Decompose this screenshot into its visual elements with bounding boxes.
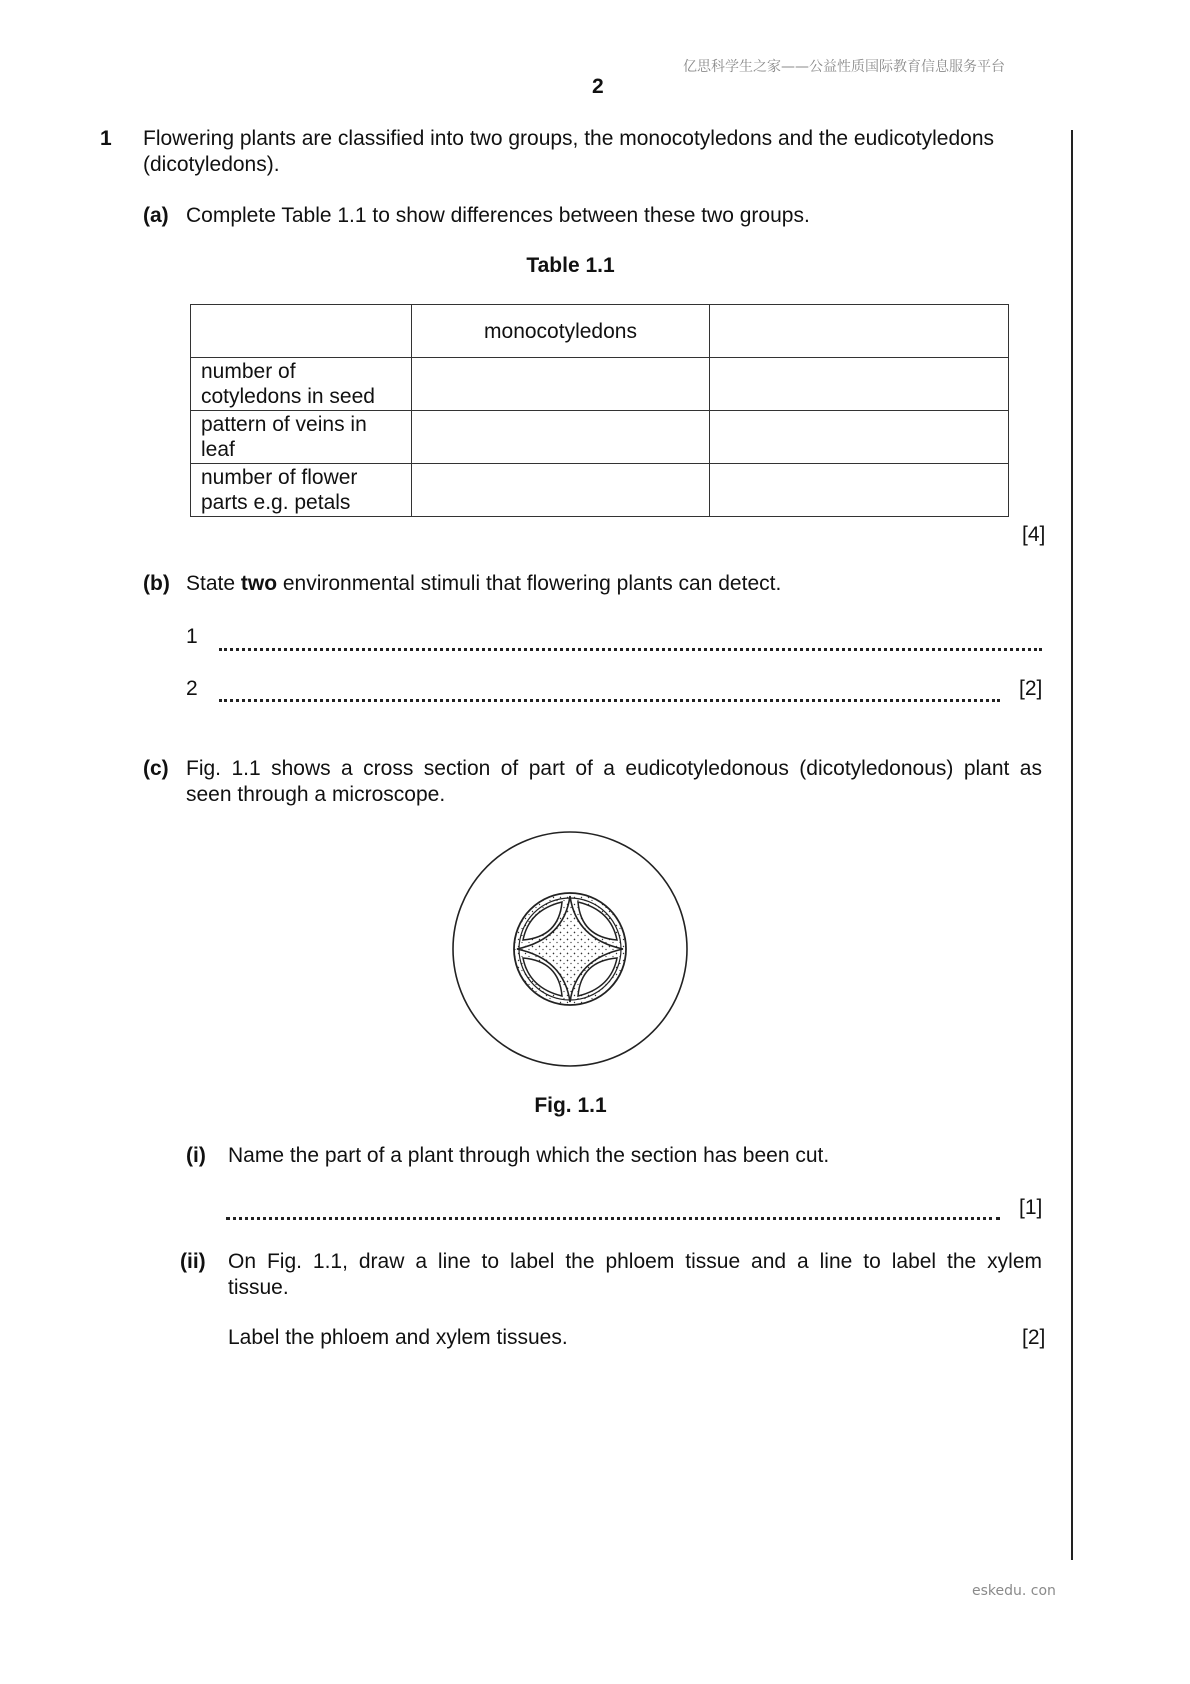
answer-cell-mono-flower-parts[interactable] (412, 464, 710, 517)
part-c-ii-line2: tissue. (228, 1276, 289, 1299)
part-c-i-label: (i) (186, 1144, 206, 1167)
part-b-label: (b) (143, 572, 170, 595)
answer-cell-mono-cotyledons[interactable] (412, 358, 710, 411)
table-row (191, 411, 1009, 464)
table-row (191, 358, 1009, 411)
page-number: 2 (592, 75, 604, 98)
table-row (191, 464, 1009, 517)
part-c-ii-label: (ii) (180, 1250, 206, 1273)
answer-1-label: 1 (186, 625, 198, 648)
part-b-marks: [2] (1019, 677, 1043, 700)
answer-2-label: 2 (186, 677, 198, 700)
question-number: 1 (100, 127, 112, 150)
part-b-text: State two environmental stimuli that flowering plants can detect. (186, 572, 782, 595)
question-intro-line2: (dicotyledons). (143, 153, 280, 176)
question-intro-line1: Flowering plants are classified into two groups, the monocotyledons and the eudicotyledons (143, 127, 995, 150)
header-watermark: 亿思科学生之家——公益性质国际教育信息服务平台 (683, 59, 1005, 75)
answer-cell-eudi-flower-parts[interactable] (710, 464, 1009, 517)
answer-cell-mono-veins[interactable] (412, 411, 710, 464)
part-c-ii-marks: [2] (1022, 1326, 1046, 1349)
table-title: Table 1.1 (526, 254, 615, 277)
part-c-ii-line1: On Fig. 1.1, draw a line to label the phloem tissue and a line to label the xylem (228, 1250, 1042, 1273)
part-c-i-marks: [1] (1019, 1196, 1043, 1219)
table-header-cell-empty (191, 305, 412, 358)
classification-table (190, 304, 1009, 517)
part-a-marks: [4] (1022, 523, 1046, 546)
answer-line-2[interactable] (219, 699, 1000, 702)
table-header-row (191, 305, 1009, 358)
margin-rule (1071, 130, 1073, 1560)
part-a-text: Complete Table 1.1 to show differences between these two groups. (186, 204, 810, 227)
row-label-cotyledons: number of cotyledons in seed (191, 358, 412, 411)
part-c-ii-instruction: Label the phloem and xylem tissues. (228, 1326, 568, 1349)
row-label-veins: pattern of veins in leaf (191, 411, 412, 464)
part-c-i-text: Name the part of a plant through which the section has been cut. (228, 1144, 830, 1167)
cross-section-figure (447, 826, 693, 1072)
part-a-label: (a) (143, 204, 169, 227)
part-c-line2: seen through a microscope. (186, 783, 446, 806)
table-header-monocotyledons: monocotyledons (412, 305, 710, 358)
footer-watermark: eskedu. con (972, 1583, 1056, 1599)
figure-caption: Fig. 1.1 (534, 1094, 607, 1117)
answer-cell-eudi-veins[interactable] (710, 411, 1009, 464)
answer-line-1[interactable] (219, 648, 1042, 651)
answer-cell-eudi-cotyledons[interactable] (710, 358, 1009, 411)
part-c-line1: Fig. 1.1 shows a cross section of part of a eudicotyledonous (dicotyledonous) plant as (186, 757, 1042, 780)
answer-line-c-i[interactable] (226, 1217, 1000, 1220)
row-label-flower-parts: number of flower parts e.g. petals (191, 464, 412, 517)
part-c-label: (c) (143, 757, 169, 780)
table-header-cell-blank[interactable] (710, 305, 1009, 358)
